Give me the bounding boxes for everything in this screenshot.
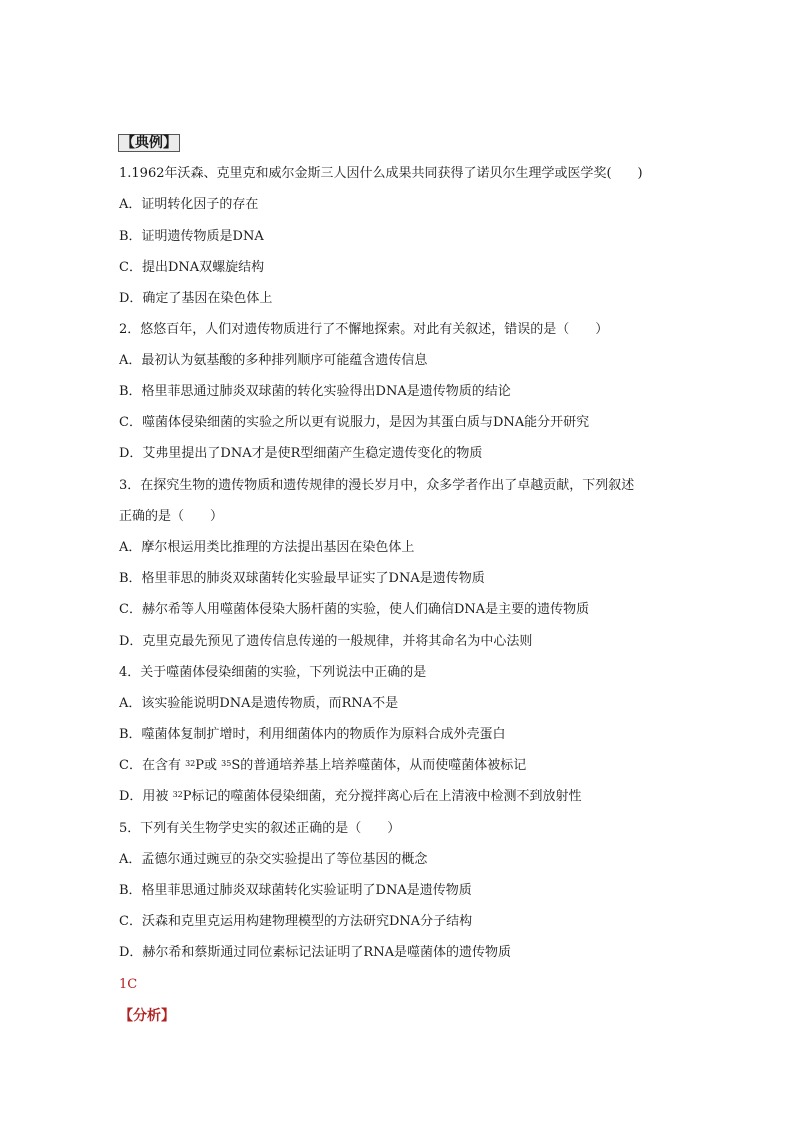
- question-2-option-d: D．艾弗里提出了DNA才是使R型细菌产生稳定遗传变化的物质: [119, 446, 483, 461]
- question-2-option-a: A．最初认为氨基酸的多种排列顺序可能蕴含遗传信息: [119, 353, 428, 368]
- question-5-option-d: D．赫尔希和蔡斯通过同位素标记法证明了RNA是噬菌体的遗传物质: [119, 945, 511, 960]
- question-1-option-c: C．提出DNA双螺旋结构: [119, 260, 265, 275]
- question-1-option-a: A．证明转化因子的存在: [119, 197, 259, 212]
- question-2-stem: 2．悠悠百年，人们对遗传物质进行了不懈地探索。对此有关叙述，错误的是（ ）: [119, 322, 609, 337]
- question-1-stem: 1.1962年沃森、克里克和威尔金斯三人因什么成果共同获得了诺贝尔生理学或医学奖( ): [119, 166, 643, 181]
- question-5-option-b: B．格里菲思通过肺炎双球菌转化实验证明了DNA是遗传物质: [119, 883, 472, 898]
- analysis-heading: 【分析】: [119, 1008, 175, 1024]
- question-3-option-d: D．克里克最先预见了遗传信息传递的一般规律，并将其命名为中心法则: [119, 634, 533, 649]
- question-4-option-b: B．噬菌体复制扩增时，利用细菌体内的物质作为原料合成外壳蛋白: [119, 727, 506, 742]
- question-4-stem: 4．关于噬菌体侵染细菌的实验，下列说法中正确的是: [119, 665, 427, 680]
- question-3-option-c: C．赫尔希等人用噬菌体侵染大肠杆菌的实验，使人们确信DNA是主要的遗传物质: [119, 602, 590, 617]
- question-5-option-c: C．沃森和克里克运用构建物理模型的方法研究DNA分子结构: [119, 914, 473, 929]
- question-3-option-a: A．摩尔根运用类比推理的方法提出基因在染色体上: [119, 540, 415, 555]
- question-4-option-d: D．用被 $^{32}$P标记的噬菌体侵染细菌，充分搅拌离心后在上清液中检测不到放射性: [119, 789, 582, 804]
- question-4-option-a: A．该实验能说明DNA是遗传物质，而RNA不是: [119, 696, 399, 711]
- question-3-stem-line2: 正确的是（ ）: [119, 509, 224, 524]
- question-5-stem: 5．下列有关生物学史实的叙述正确的是（ ）: [119, 821, 401, 836]
- question-4-option-c: C．在含有 $^{32}$P或 $^{35}$S的普通培养基上培养噬菌体，从而使噬菌体被标记: [119, 758, 527, 773]
- question-2-option-b: B．格里菲思通过肺炎双球菌的转化实验得出DNA是遗传物质的结论: [119, 384, 511, 399]
- question-3-option-b: B．格里菲思的肺炎双球菌转化实验最早证实了DNA是遗传物质: [119, 571, 485, 586]
- section-heading: 【典例】: [118, 134, 180, 152]
- question-1-option-d: D．确定了基因在染色体上: [119, 291, 273, 306]
- question-3-stem-line1: 3．在探究生物的遗传物质和遗传规律的漫长岁月中，众多学者作出了卓越贡献，下列叙述: [119, 478, 635, 493]
- question-1-option-b: B．证明遗传物质是DNA: [119, 229, 264, 244]
- question-5-option-a: A．孟德尔通过豌豆的杂交实验提出了等位基因的概念: [119, 852, 428, 867]
- question-2-option-c: C．噬菌体侵染细菌的实验之所以更有说服力，是因为其蛋白质与DNA能分开研究: [119, 415, 590, 430]
- answer-text: 1C: [119, 977, 138, 992]
